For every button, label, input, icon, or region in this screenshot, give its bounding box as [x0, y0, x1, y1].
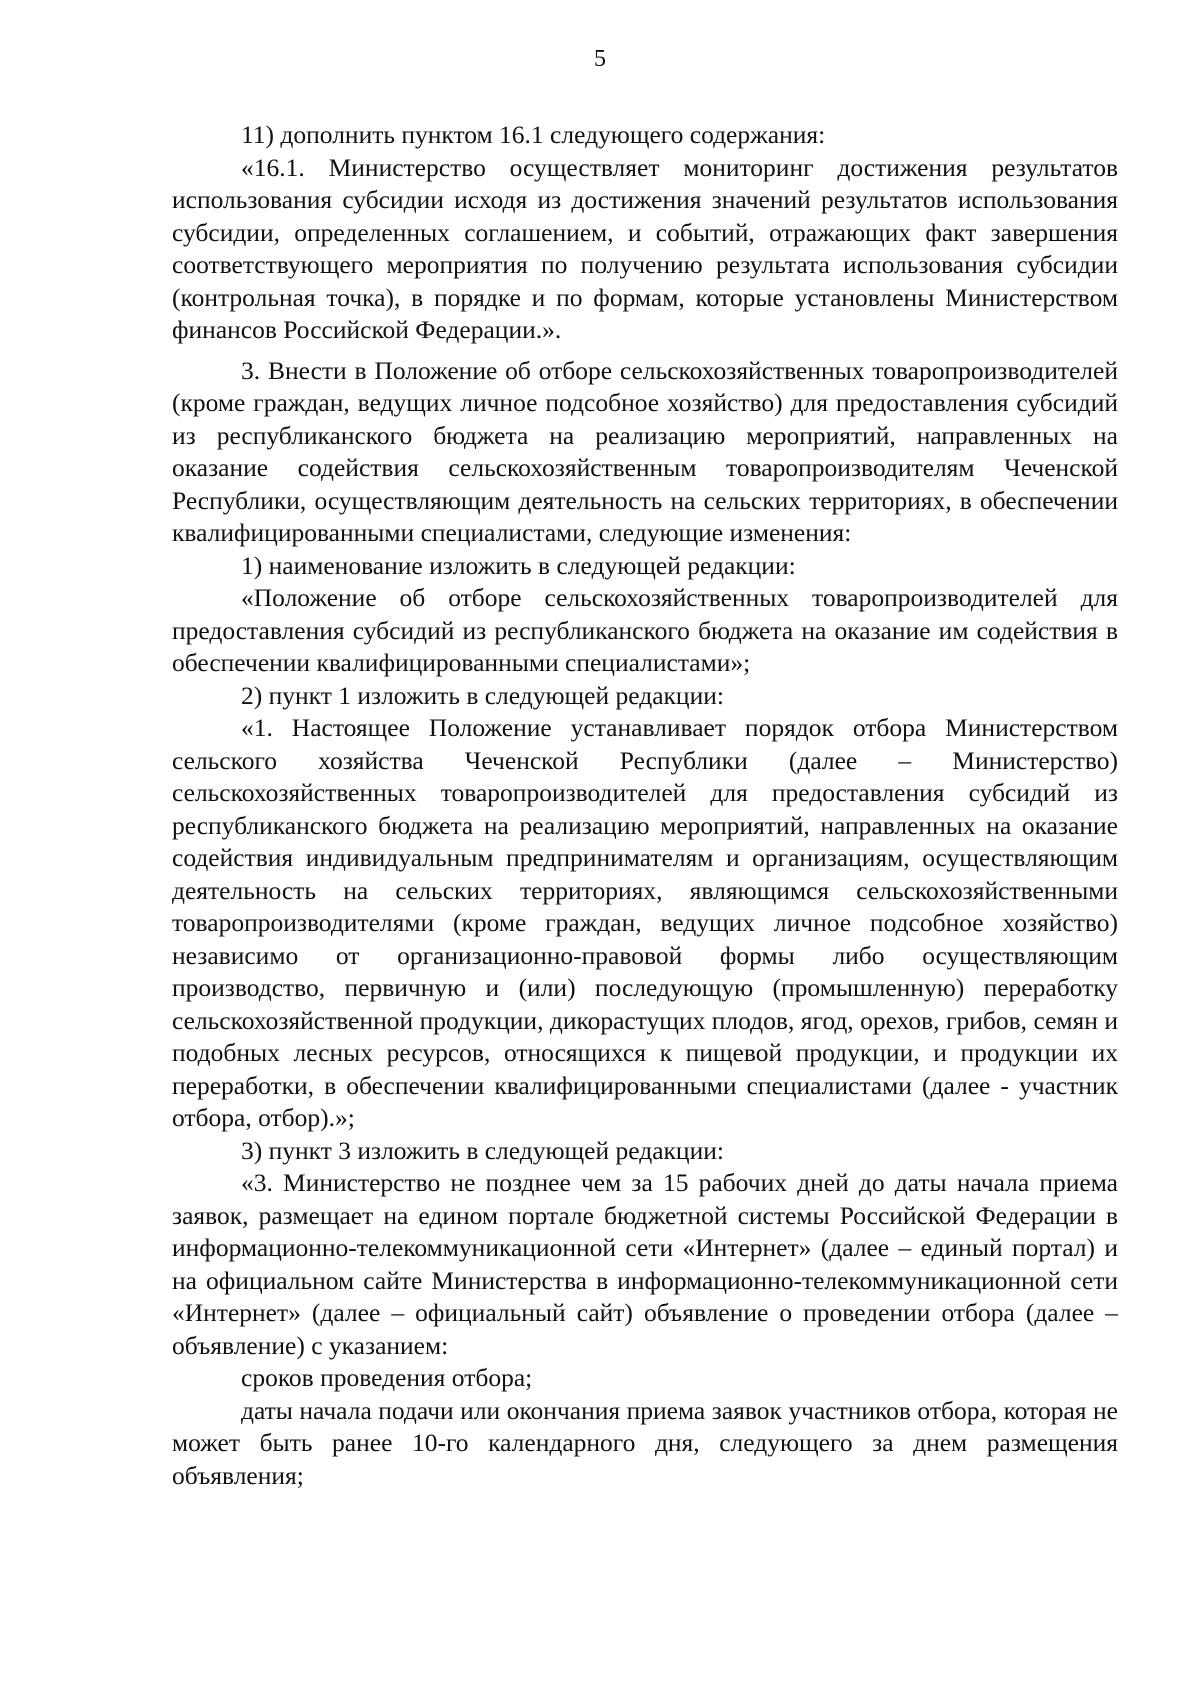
paragraph-point-3-text: «3. Министерство не позднее чем за 15 рабочих дней до даты начала приема заявок, размещает на едином портале бюджетной системы Российской Федерации в информационно-телекоммуникационной сети «Интернет» (далее – единый портал) и на официальном сайте Министерства в информационно-телекоммуникационной сети «Интернет» (далее – официальный сайт) объявление о проведении отбора (далее – объявление) с указанием:: [172, 1168, 1118, 1360]
paragraph-change-1: 1) наименование изложить в следующей редакции:: [241, 550, 796, 580]
paragraph-application-dates: даты начала подачи или окончания приема заявок участников отбора, которая не может быть ранее 10-го календарного дня, следующего за днем размещения объявления;: [172, 1395, 1118, 1490]
page-number: 5: [594, 46, 606, 72]
paragraph-selection-terms: сроков проведения отбора;: [241, 1363, 533, 1392]
paragraph-section-3: 3. Внести в Положение об отборе сельскохозяйственных товаропроизводителей (кроме граждан, ведущих личное подсобное хозяйство) для предоставления субсидий из республиканского бюджета на реализацию мероприятий, направленных на оказание содействия сельскохозяйственным товаропроизводителям Чеченской Республики, осуществляющим деятельность на сельских территориях, в обеспечении квалифицированными специалистами, следующие изменения:: [172, 355, 1118, 547]
paragraph-item-16-1-text: «16.1. Министерство осуществляет мониторинг достижения результатов использования субсидии исходя из достижения значений результатов использования субсидии, определенных соглашением, и событий, отражающих факт завершения соответствующего мероприятия по получению результата использования субсидии (контрольная точка), в порядке и по формам, которые установлены Министерством финансов Российской Федерации.».: [172, 152, 1118, 344]
paragraph-new-title: «Положение об отборе сельскохозяйственных товаропроизводителей для предоставления субсидий из республиканского бюджета на оказание им содействия в обеспечении квалифицированными специалистами»;: [172, 583, 1118, 677]
document-body: [172, 119, 1118, 1492]
paragraph-change-2: 2) пункт 1 изложить в следующей редакции:: [241, 680, 724, 710]
paragraph-point-1-text: «1. Настоящее Положение устанавливает порядок отбора Министерством сельского хозяйства Чеченской Республики (далее – Министерство) сельскохозяйственных товаропроизводителей для предоставления субсидий из республиканского бюджета на реализацию мероприятий, направленных на оказание содействия индивидуальным предпринимателям и организациям, осуществляющим деятельность на сельских территориях, являющимся сельскохозяйственными товаропроизводителями (кроме граждан, ведущих личное подсобное хозяйство) независимо от организационно-правовой формы либо осуществляющим производство, первичную и (или) последующую (промышленную) переработку сельскохозяйственной продукции, дикорастущих плодов, ягод, орехов, грибов, семян и подобных лесных ресурсов, относящихся к пищевой продукции, и продукции их переработки, в обеспечении квалифицированными специалистами (далее - участник отбора, отбор).»;: [172, 713, 1118, 1132]
paragraph-item-11: 11) дополнить пунктом 16.1 следующего содержания:: [241, 120, 826, 149]
paragraph-change-3: 3) пункт 3 изложить в следующей редакции:: [241, 1135, 724, 1165]
